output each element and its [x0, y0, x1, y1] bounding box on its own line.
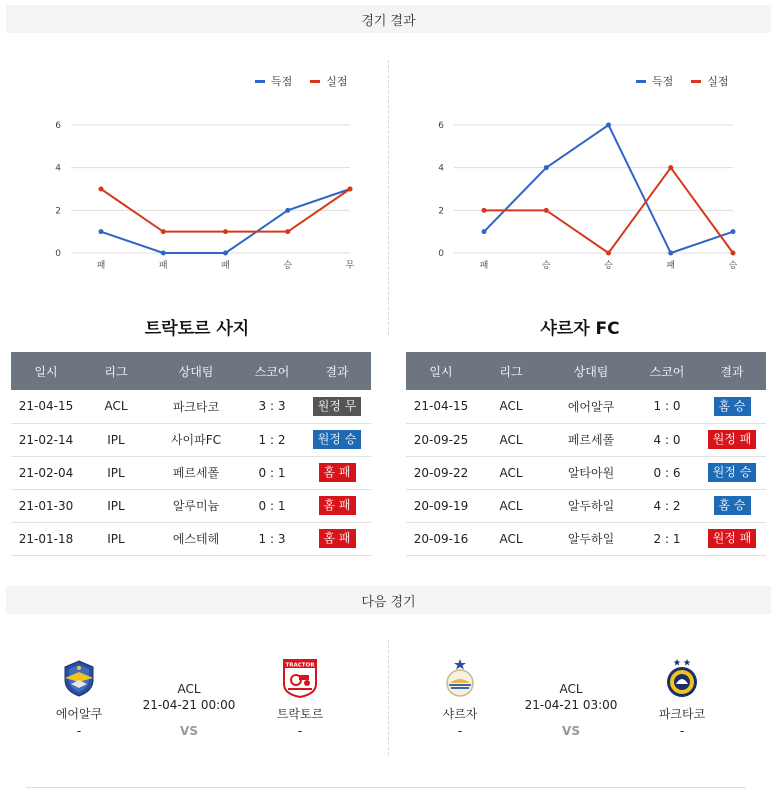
row-date: 21-04-15 [406, 390, 476, 423]
row-opponent: 페르세폴 [546, 423, 636, 456]
row-date: 21-02-04 [11, 456, 81, 489]
result-badge: 홈 패 [319, 463, 356, 482]
x-tick-label: 패 [96, 261, 106, 271]
data-point [544, 165, 549, 170]
x-tick-label: 승 [604, 261, 613, 271]
result-badge: 홈 패 [319, 496, 356, 515]
team1-chart-legend [255, 73, 348, 89]
row-opponent: 알두하일 [546, 522, 636, 555]
air-force-club-crest-icon [59, 658, 99, 698]
col-date: 일시 [406, 352, 476, 390]
legend-conceded [691, 73, 728, 89]
row-date: 20-09-22 [406, 456, 476, 489]
results-section-title: 경기 결과 [361, 13, 416, 29]
match2-vs: VS [562, 724, 580, 738]
match2-league: ACL [559, 682, 583, 696]
team2-chart-legend [636, 73, 729, 89]
result-badge: 원정 패 [708, 529, 757, 548]
table-row [11, 456, 371, 489]
row-opponent: 페르세폴 [151, 456, 241, 489]
match1-home-name: 에어알쿠 [55, 707, 103, 721]
next-section-header [6, 586, 771, 614]
x-tick-label: 패 [158, 261, 168, 271]
x-tick-label: 승 [728, 261, 738, 271]
row-score: 0 : 1 [241, 489, 303, 522]
col-result: 결과 [303, 352, 371, 390]
row-date: 20-09-16 [406, 522, 476, 555]
pakhtakor-crest-icon [662, 658, 702, 698]
match1-away-record: - [297, 724, 303, 738]
result-badge: 홈 승 [714, 496, 751, 515]
col-league: 리그 [476, 352, 546, 390]
data-point [606, 251, 611, 256]
team1-chart [0, 40, 380, 280]
data-point [99, 229, 104, 234]
match2-away-name: 파크타코 [658, 707, 706, 721]
row-score: 2 : 1 [636, 522, 698, 555]
row-league: IPL [81, 489, 151, 522]
table-header-row [11, 352, 371, 390]
row-date: 21-01-30 [11, 489, 81, 522]
charts-divider [388, 60, 389, 335]
y-tick-label: 4 [438, 163, 444, 174]
result-badge: 원정 패 [708, 430, 757, 449]
table-row [11, 390, 371, 423]
row-date: 21-01-18 [11, 522, 81, 555]
row-result [698, 489, 766, 522]
data-point [285, 229, 290, 234]
row-score: 1 : 3 [241, 522, 303, 555]
team2-chart [390, 40, 770, 280]
data-point [731, 229, 736, 234]
y-tick-label: 0 [438, 249, 444, 259]
table-row [11, 489, 371, 522]
col-score: 스코어 [241, 352, 303, 390]
x-tick-label: 패 [666, 261, 676, 271]
col-league: 리그 [81, 352, 151, 390]
match2-away-record: - [679, 724, 685, 738]
next-divider [388, 640, 389, 755]
match2-away-team[interactable] [642, 658, 722, 738]
x-tick-label: 승 [283, 261, 293, 271]
table-header-row [406, 352, 766, 390]
row-opponent: 사이파FC [151, 423, 241, 456]
row-result [303, 489, 371, 522]
col-opponent: 상대팀 [546, 352, 636, 390]
legend-conceded-label: 실점 [326, 75, 348, 88]
result-badge: 홈 패 [319, 529, 356, 548]
row-date: 20-09-19 [406, 489, 476, 522]
col-opponent: 상대팀 [151, 352, 241, 390]
match2-info [511, 682, 631, 738]
row-league: ACL [476, 423, 546, 456]
next-matches [0, 640, 777, 750]
bottom-divider [26, 787, 746, 788]
y-tick-label: 2 [55, 206, 61, 217]
y-tick-label: 4 [55, 163, 61, 174]
y-tick-label: 6 [438, 121, 444, 131]
data-point [482, 208, 487, 213]
col-date: 일시 [11, 352, 81, 390]
row-score: 0 : 6 [636, 456, 698, 489]
team2-results-table [406, 352, 766, 556]
row-date: 21-04-15 [11, 390, 81, 423]
row-opponent: 에어알쿠 [546, 390, 636, 423]
legend-conceded-swatch [691, 80, 701, 83]
table-row [406, 456, 766, 489]
row-league: ACL [476, 522, 546, 555]
legend-scored-label: 득점 [652, 75, 674, 88]
row-opponent: 알타아원 [546, 456, 636, 489]
table-row [406, 522, 766, 555]
table-row [11, 423, 371, 456]
col-score: 스코어 [636, 352, 698, 390]
legend-conceded [310, 73, 347, 89]
row-score: 4 : 0 [636, 423, 698, 456]
table-row [406, 390, 766, 423]
row-date: 21-02-14 [11, 423, 81, 456]
row-score: 3 : 3 [241, 390, 303, 423]
y-tick-label: 6 [55, 121, 61, 131]
data-point [99, 187, 104, 192]
data-point [161, 229, 166, 234]
match1-home-team[interactable] [39, 658, 119, 738]
match1-away-team[interactable] [260, 658, 340, 738]
legend-scored [255, 73, 292, 89]
y-tick-label: 2 [438, 206, 444, 217]
match1-league: ACL [177, 682, 201, 696]
next-section-title: 다음 경기 [361, 594, 416, 610]
x-tick-label: 승 [541, 261, 551, 271]
row-result [303, 456, 371, 489]
match1-info [129, 682, 249, 738]
legend-conceded-swatch [310, 80, 320, 83]
row-score: 4 : 2 [636, 489, 698, 522]
series-line-scored [101, 189, 350, 253]
data-point [606, 123, 611, 128]
table-row [11, 522, 371, 555]
result-badge: 원정 무 [313, 397, 362, 416]
data-point [285, 208, 290, 213]
data-point [544, 208, 549, 213]
match1-vs: VS [180, 724, 198, 738]
row-league: IPL [81, 522, 151, 555]
match1-away-name: 트락토르 [276, 707, 324, 721]
series-line-scored [484, 125, 733, 253]
table-row [406, 489, 766, 522]
result-badge: 홈 승 [714, 397, 751, 416]
legend-scored-label: 득점 [271, 75, 293, 88]
team2-title: 샤르자 FC [540, 319, 620, 339]
data-point [668, 165, 673, 170]
table-row [406, 423, 766, 456]
row-result [698, 423, 766, 456]
legend-scored-swatch [636, 80, 646, 83]
team1-results-table [11, 352, 371, 556]
svg-text:TRACTOR: TRACTOR [285, 662, 315, 669]
row-league: IPL [81, 456, 151, 489]
x-tick-label: 패 [221, 261, 230, 271]
row-result [698, 522, 766, 555]
charts-area [0, 40, 777, 340]
legend-scored [636, 73, 673, 89]
x-tick-label: 무 [345, 261, 355, 271]
row-league: ACL [476, 456, 546, 489]
row-result [303, 390, 371, 423]
row-result [303, 522, 371, 555]
result-badge: 원정 승 [313, 430, 362, 449]
match1-datetime: 21-04-21 00:00 [142, 698, 236, 712]
row-date: 20-09-25 [406, 423, 476, 456]
match2-home-team[interactable] [420, 658, 500, 738]
data-point [223, 229, 228, 234]
row-score: 1 : 2 [241, 423, 303, 456]
row-opponent: 에스테헤 [151, 522, 241, 555]
legend-conceded-label: 실점 [707, 75, 729, 88]
data-point [482, 229, 487, 234]
match1-home-record: - [76, 724, 82, 738]
row-opponent: 알두하일 [546, 489, 636, 522]
team1-title: 트락토르 사지 [144, 319, 250, 339]
match2-home-record: - [457, 724, 463, 738]
result-badge: 원정 승 [708, 463, 757, 482]
row-result [698, 390, 766, 423]
tractor-club-crest-icon [280, 658, 320, 698]
row-score: 1 : 0 [636, 390, 698, 423]
data-point [223, 251, 228, 256]
data-point [668, 251, 673, 256]
match2-datetime: 21-04-21 03:00 [524, 698, 618, 712]
sharjah-crest-icon [440, 658, 480, 698]
row-score: 0 : 1 [241, 456, 303, 489]
row-result [698, 456, 766, 489]
data-point [731, 251, 736, 256]
results-section-header [6, 5, 771, 33]
x-tick-label: 패 [479, 261, 489, 271]
row-league: ACL [81, 390, 151, 423]
row-league: ACL [476, 489, 546, 522]
match2-home-name: 샤르자 [442, 707, 478, 721]
col-result: 결과 [698, 352, 766, 390]
row-opponent: 파크타코 [151, 390, 241, 423]
row-result [303, 423, 371, 456]
data-point [161, 251, 166, 256]
row-league: ACL [476, 390, 546, 423]
row-league: IPL [81, 423, 151, 456]
legend-scored-swatch [255, 80, 265, 83]
data-point [348, 187, 353, 192]
row-opponent: 알루미늄 [151, 489, 241, 522]
y-tick-label: 0 [55, 249, 61, 259]
